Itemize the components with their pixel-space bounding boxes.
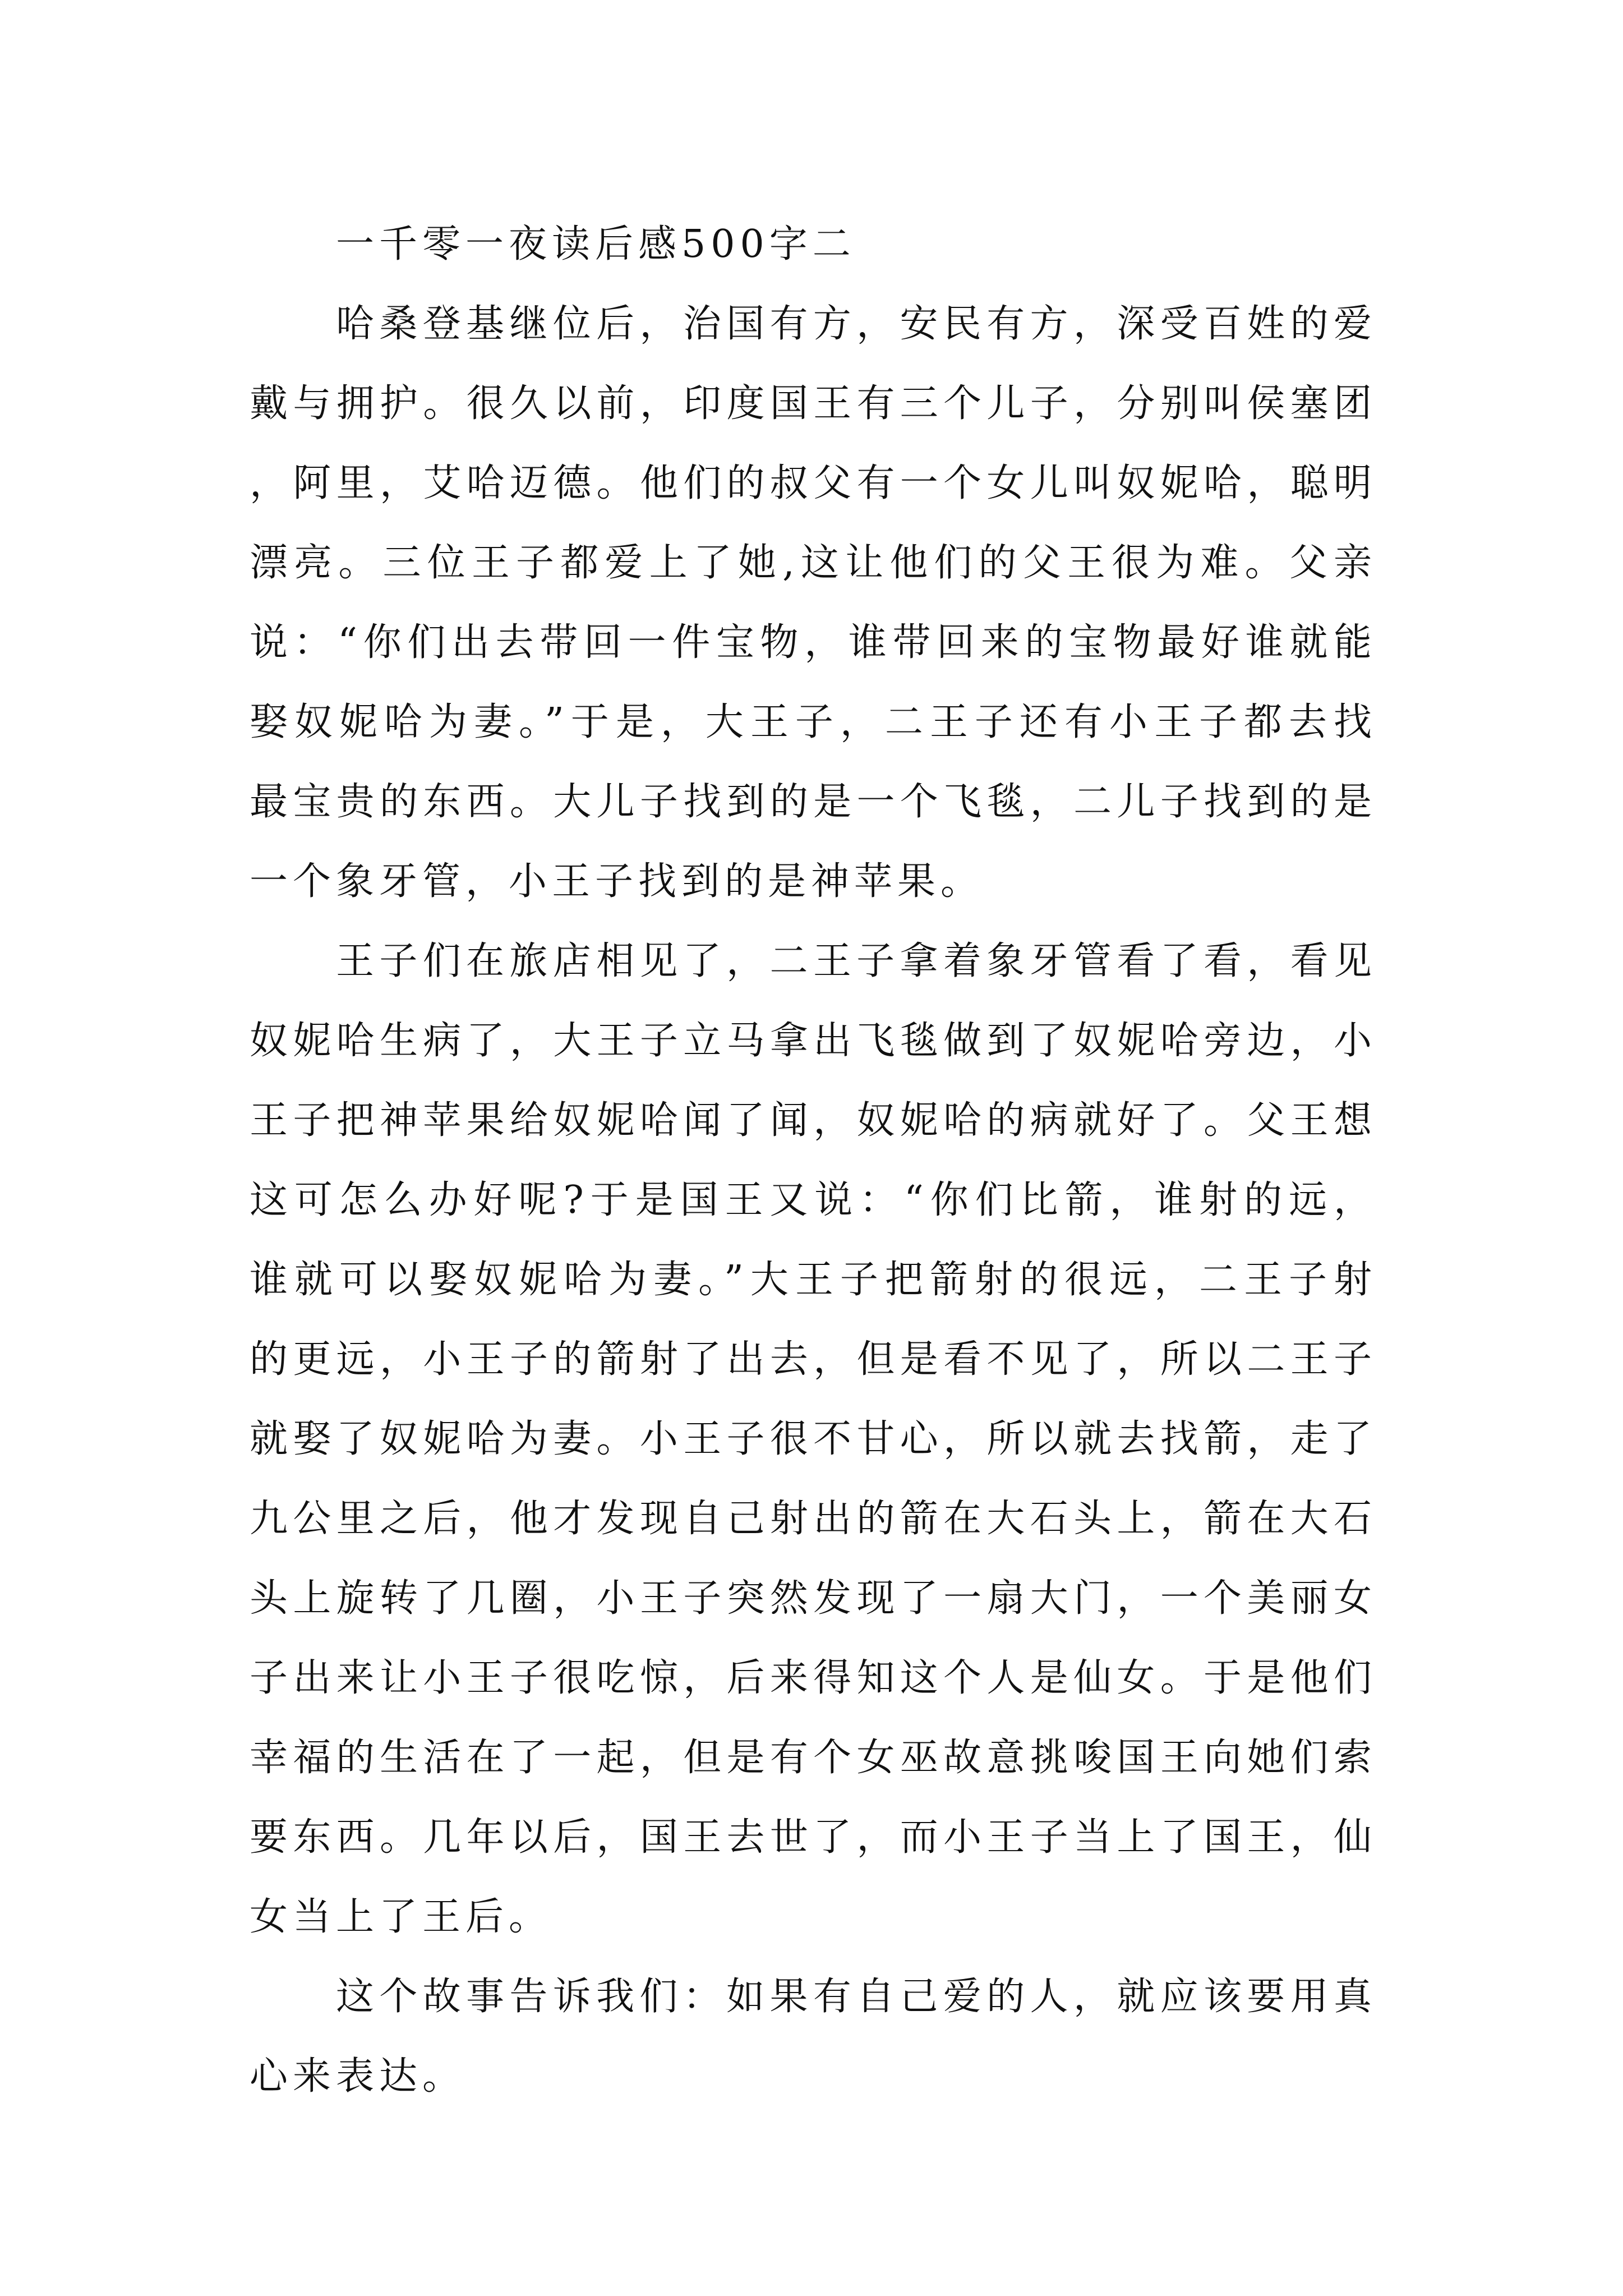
document-body (250, 205, 1377, 2116)
paragraph-story-main: 王子们在旅店相见了，二王子拿着象牙管看了看，看见奴妮哈生病了，大王子立马拿出飞毯做到了奴妮哈旁边，小王子把神苹果给奴妮哈闻了闻，奴妮哈的病就好了。父王想这可怎么办好呢?于是国王又说：“你们比箭，谁射的远，谁就可以娶奴妮哈为妻。”大王子把箭射的很远，二王子射的更远，小王子的箭射了出去，但是看不见了，所以二王子就娶了奴妮哈为妻。小王子很不甘心，所以就去找箭，走了九公里之后，他才发现自己射出的箭在大石头上，箭在大石头上旋转了几圈，小王子突然发现了一扇大门，一个美丽女子出来让小王子很吃惊，后来得知这个人是仙女。于是他们幸福的生活在了一起，但是有个女巫故意挑唆国王向她们索要东西。几年以后，国王去世了，而小王子当上了国王，仙女当上了王后。 (250, 939, 1377, 1939)
paragraph-conclusion: 这个故事告诉我们：如果有自己爱的人，就应该要用真心来表达。 (250, 1975, 1377, 2099)
document-title: 一千零一夜读后感500字二 (336, 222, 856, 266)
paragraph-story-intro: 哈桑登基继位后，治国有方，安民有方，深受百姓的爱戴与拥护。很久以前，印度国王有三个儿子，分别叫侯塞团，阿里，艾哈迈德。他们的叔父有一个女儿叫奴妮哈，聪明漂亮。三位王子都爱上了她,这让他们的父王很为难。父亲说：“你们出去带回一件宝物，谁带回来的宝物最好谁就能娶奴妮哈为妻。”于是，大王子，二王子还有小王子都去找最宝贵的东西。大儿子找到的是一个飞毯，二儿子找到的是一个象牙管，小王子找到的是神苹果。 (250, 302, 1377, 904)
